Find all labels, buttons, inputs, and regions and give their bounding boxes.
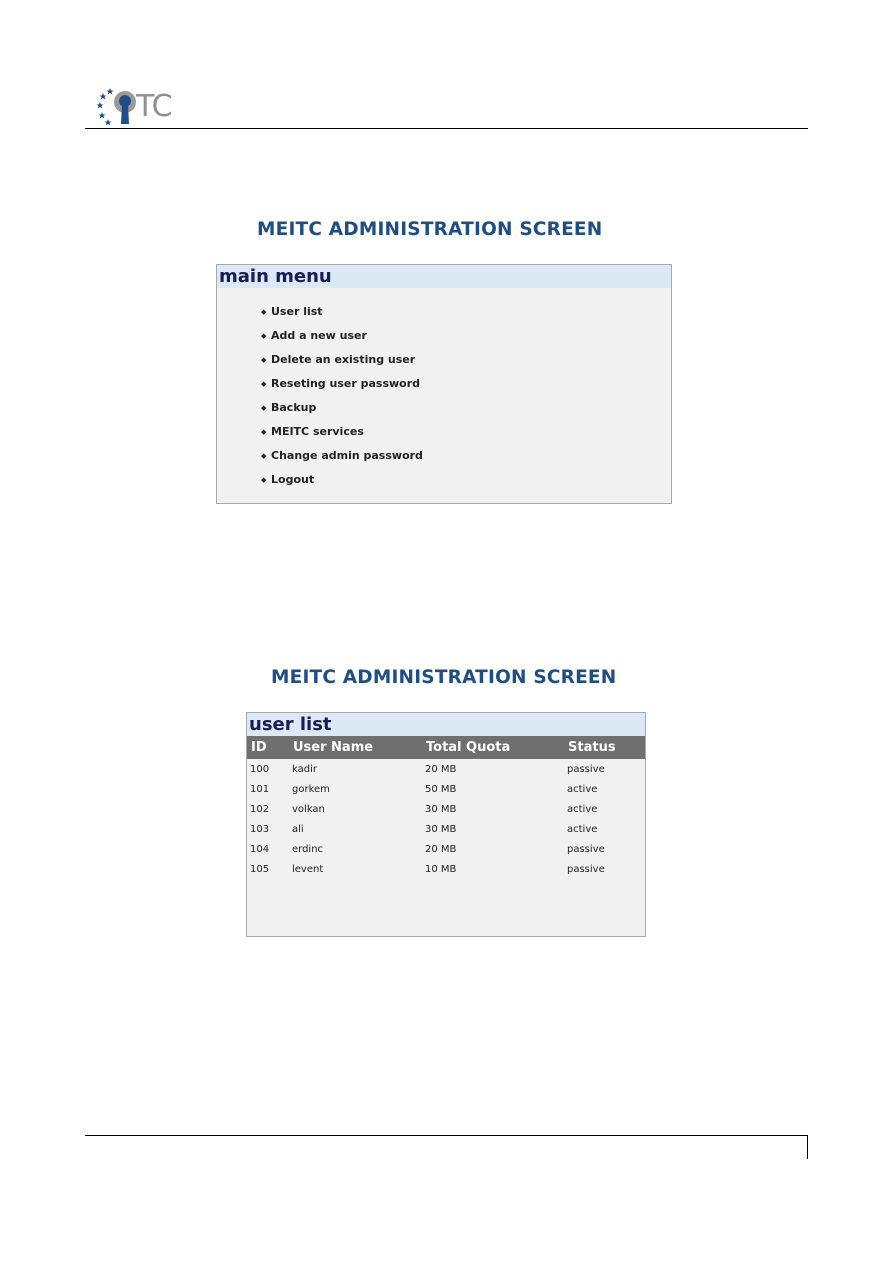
footer-divider — [85, 1135, 808, 1136]
bullet-icon: ◆ — [261, 476, 267, 484]
cell-user-name: kadir — [292, 763, 317, 775]
table-row — [247, 779, 645, 799]
menu-item-user-list[interactable] — [261, 305, 423, 329]
main-menu-panel — [216, 264, 672, 504]
cell-quota: 10 MB — [425, 863, 457, 875]
cell-status: passive — [567, 843, 605, 855]
table-row — [247, 839, 645, 859]
table-row — [247, 759, 645, 779]
cell-quota: 30 MB — [425, 803, 457, 815]
menu-item-label: MEITC services — [271, 425, 364, 438]
menu-item-label: Reseting user password — [271, 377, 421, 390]
cell-status: passive — [567, 763, 605, 775]
menu-item-label: Logout — [271, 473, 315, 486]
cell-status: active — [567, 783, 598, 795]
table-header-row — [247, 736, 645, 759]
cell-id: 100 — [250, 763, 270, 775]
cell-user-name: ali — [292, 823, 304, 835]
table-row — [247, 819, 645, 839]
bullet-icon: ◆ — [261, 356, 267, 364]
menu-item-label: Delete an existing user — [271, 353, 416, 366]
bullet-icon: ◆ — [261, 452, 267, 460]
bullet-icon: ◆ — [261, 428, 267, 436]
cell-status: active — [567, 823, 598, 835]
panel-heading: user list — [247, 713, 645, 736]
cell-user-name: erdinc — [292, 843, 324, 855]
cell-status: passive — [567, 863, 605, 875]
menu-item-services[interactable] — [261, 425, 423, 449]
table-row — [247, 859, 645, 879]
table-row — [247, 799, 645, 819]
menu-item-label: Add a new user — [271, 329, 367, 342]
cell-quota: 30 MB — [425, 823, 457, 835]
column-header-total-quota: Total Quota — [422, 736, 564, 759]
cell-id: 103 — [250, 823, 270, 835]
menu-item-logout[interactable] — [261, 473, 423, 497]
column-header-id: ID — [247, 736, 289, 759]
bullet-icon: ◆ — [261, 404, 267, 412]
menu-item-change-admin-password[interactable] — [261, 449, 423, 473]
cell-quota: 20 MB — [425, 763, 457, 775]
main-menu-list — [261, 305, 423, 497]
cell-id: 102 — [250, 803, 270, 815]
cell-user-name: volkan — [292, 803, 325, 815]
cell-quota: 20 MB — [425, 843, 457, 855]
header-divider — [85, 128, 808, 129]
cell-quota: 50 MB — [425, 783, 457, 795]
logo-text: TC — [136, 89, 172, 124]
cell-user-name: levent — [292, 863, 324, 875]
menu-item-label: Backup — [271, 401, 317, 414]
panel-heading: main menu — [217, 265, 671, 288]
bullet-icon: ◆ — [261, 380, 267, 388]
menu-item-reset-password[interactable] — [261, 377, 423, 401]
user-table — [247, 736, 645, 879]
column-header-status: Status — [564, 736, 645, 759]
screen-title: MEITC ADMINISTRATION SCREEN — [257, 219, 603, 240]
menu-item-backup[interactable] — [261, 401, 423, 425]
cell-id: 104 — [250, 843, 270, 855]
menu-item-label: User list — [271, 305, 323, 318]
user-list-panel — [246, 712, 646, 937]
keyhole-star-logo-icon — [96, 86, 136, 128]
cell-user-name: gorkem — [292, 783, 330, 795]
menu-item-label: Change admin password — [271, 449, 423, 462]
logo — [96, 86, 192, 128]
column-header-user-name: User Name — [289, 736, 422, 759]
bullet-icon: ◆ — [261, 308, 267, 316]
cell-id: 105 — [250, 863, 270, 875]
menu-item-add-user[interactable] — [261, 329, 423, 353]
footer-page-marker — [807, 1135, 808, 1159]
screen-title: MEITC ADMINISTRATION SCREEN — [271, 667, 617, 688]
bullet-icon: ◆ — [261, 332, 267, 340]
menu-item-delete-user[interactable] — [261, 353, 423, 377]
cell-id: 101 — [250, 783, 270, 795]
cell-status: active — [567, 803, 598, 815]
